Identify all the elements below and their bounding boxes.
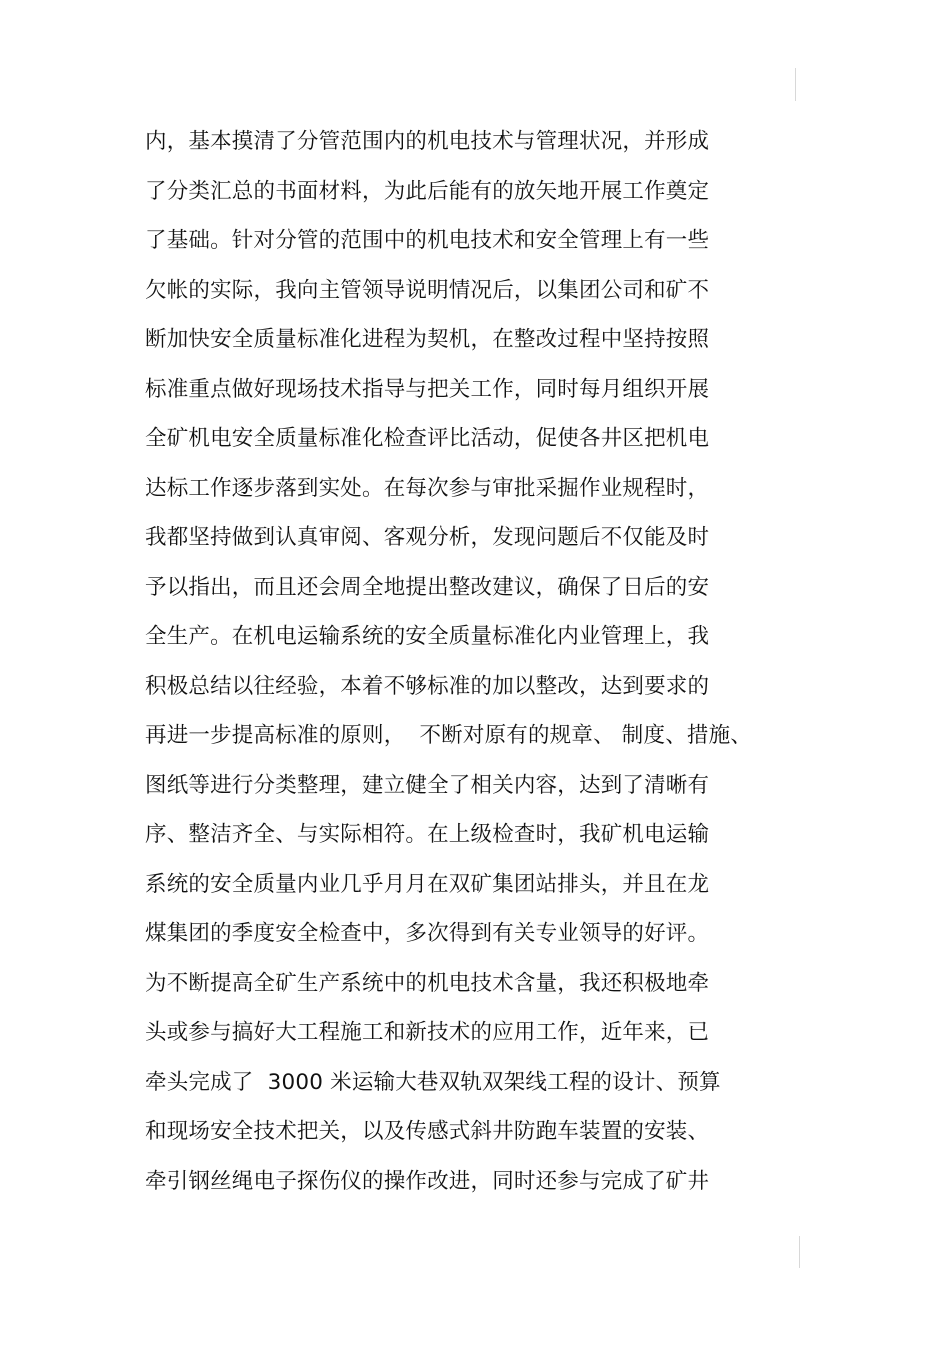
text-line: 予以指出，而且还会周全地提出整改建议，确保了日后的安: [145, 574, 710, 600]
text-line: 图纸等进行分类整理，建立健全了相关内容，达到了清晰有: [145, 772, 710, 798]
text-line: 积极总结以往经验，本着不够标准的加以整改，达到要求的: [145, 673, 710, 699]
text-line: 标准重点做好现场技术指导与把关工作，同时每月组织开展: [145, 376, 710, 402]
page-edge-mark-top: [795, 68, 796, 101]
text-line: 头或参与搞好大工程施工和新技术的应用工作，近年来，已: [145, 1020, 710, 1045]
text-line: 欠帐的实际，我向主管领导说明情况后，以集团公司和矿不: [145, 277, 710, 303]
text-line: 牵头完成了 3000 米运输大巷双轨双架线工程的设计、预算: [145, 1069, 721, 1095]
text-line: 内，基本摸清了分管范围内的机电技术与管理状况，并形成: [145, 129, 710, 154]
text-line: 系统的安全质量内业几乎月月在双矿集团站排头，并且在龙: [145, 871, 710, 897]
text-line: 和现场安全技术把关，以及传感式斜井防跑车装置的安装、: [145, 1119, 710, 1144]
text-line: 了基础。针对分管的范围中的机电技术和安全管理上有一些: [145, 228, 710, 253]
text-line: 全生产。在机电运输系统的安全质量标准化内业管理上，我: [145, 624, 710, 649]
text-line: 煤集团的季度安全检查中，多次得到有关专业领导的好评。: [145, 921, 710, 946]
text-line: 全矿机电安全质量标准化检查评比活动，促使各井区把机电: [145, 426, 710, 451]
page-edge-mark-bottom: [799, 1236, 800, 1268]
text-line: 序、整洁齐全、与实际相符。在上级检查时，我矿机电运输: [145, 822, 710, 847]
text-line: 为不断提高全矿生产系统中的机电技术含量，我还积极地牵: [145, 970, 710, 996]
text-line: 达标工作逐步落到实处。在每次参与审批采掘作业规程时，: [145, 475, 710, 501]
body-text: [145, 122, 825, 1211]
text-line: 再进一步提高标准的原则， 不断对原有的规章、 制度、措施、: [145, 723, 753, 748]
text-line: 牵引钢丝绳电子探伤仪的操作改进，同时还参与完成了矿井: [145, 1168, 710, 1194]
text-line: 了分类汇总的书面材料，为此后能有的放矢地开展工作奠定: [145, 178, 710, 204]
text-line: 我都坚持做到认真审阅、客观分析，发现问题后不仅能及时: [145, 525, 710, 550]
text-line: 断加快安全质量标准化进程为契机，在整改过程中坚持按照: [145, 327, 710, 352]
